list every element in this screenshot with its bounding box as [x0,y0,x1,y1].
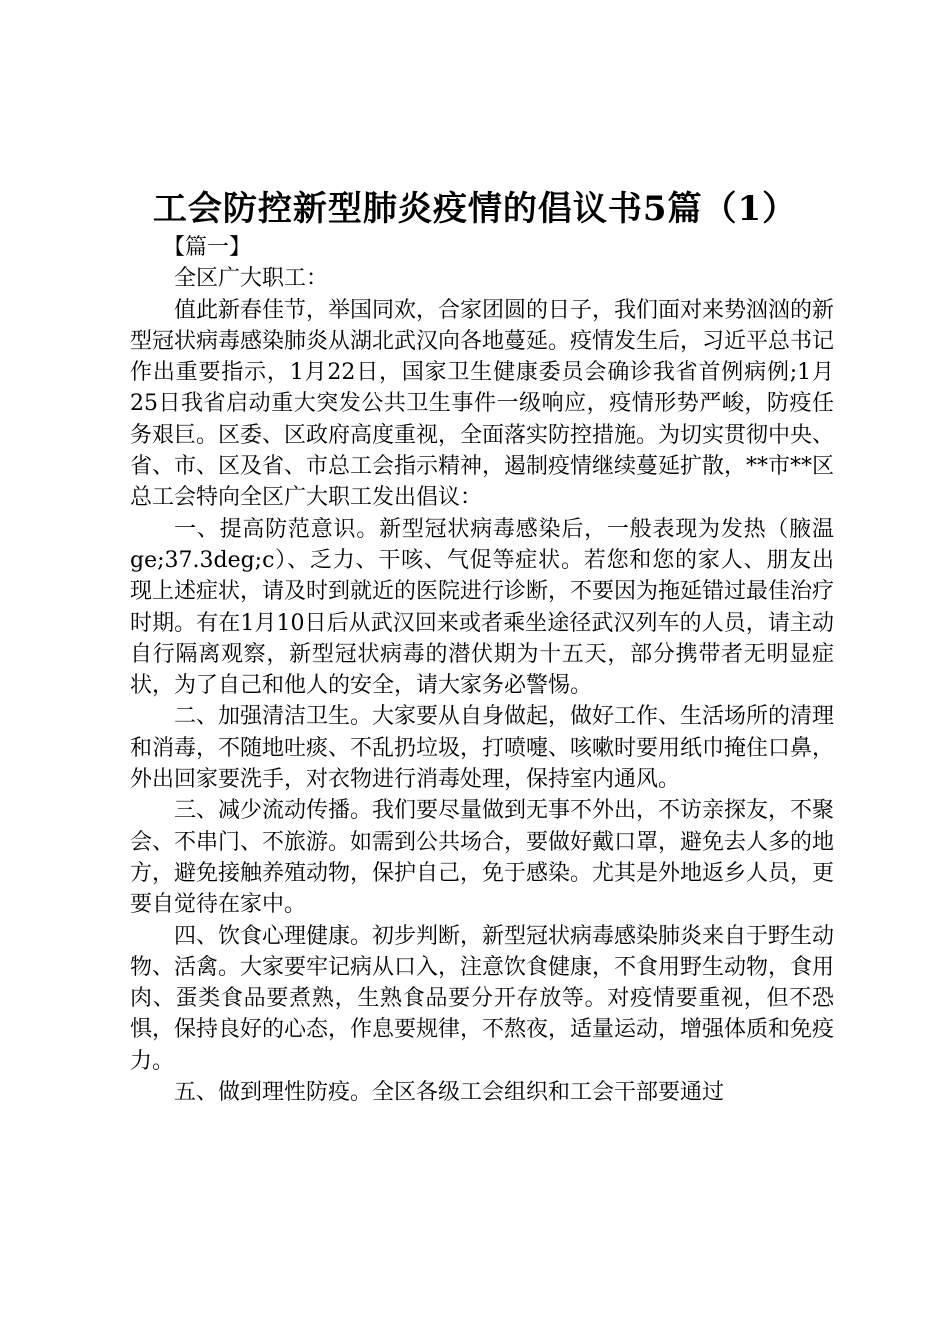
paragraph-intro: 值此新春佳节，举国同欢，合家团圆的日子，我们面对来势汹汹的新型冠状病毒感染肺炎从湖北武汉向各地蔓延。疫情发生后，习近平总书记作出重要指示，1月22日，国家卫生健康委员会确诊我省首例病例;1月25日我省启动重大突发公共卫生事件一级响应，疫情形势严峻，防疫任务艰巨。区委、区政府高度重视，全面落实防控措施。为切实贯彻中央、省、市、区及省、市总工会指示精神，遏制疫情继续蔓延扩散，**市**区总工会特向全区广大职工发出倡议： [130,297,835,511]
paragraph-point-2: 二、加强清洁卫生。大家要从自身做起，做好工作、生活场所的清理和消毒，不随地吐痰、不乱扔垃圾，打喷嚏、咳嗽时要用纸巾掩住口鼻，外出回家要洗手，对衣物进行消毒处理，保持室内通风。 [130,704,835,793]
document-body [130,232,834,1108]
paragraph-point-4: 四、饮食心理健康。初步判断，新型冠状病毒感染肺炎来自于野生动物、活禽。大家要牢记病从口入，注意饮食健康，不食用野生动物，食用肉、蛋类食品要煮熟，生熟食品要分开存放等。对疫情要重视，但不恐惧，保持良好的心态，作息要规律，不熬夜，适量运动，增强体质和免疫力。 [130,923,835,1074]
document-title: 工会防控新型肺炎疫情的倡议书5篇（1） [152,189,798,229]
greeting-line: 全区广大职工： [174,266,329,292]
paragraph-point-1: 一、提高防范意识。新型冠状病毒感染后，一般表现为发热（腋温ge;37.3deg;c）、乏力、干咳、气促等症状。若您和您的家人、朋友出现上述症状，请及时到就近的医院进行诊断，不要因为拖延错过最佳治疗时期。有在1月10日后从武汉回来或者乘坐途径武汉列车的人员，请主动自行隔离观察，新型冠状病毒的潜伏期为十五天，部分携带者无明显症状，为了自己和他人的安全，请大家务必警惕。 [130,516,835,699]
section-label: 【篇一】 [163,235,252,260]
paragraph-point-3: 三、减少流动传播。我们要尽量做到无事不外出，不访亲探友，不聚会、不串门、不旅游。如需到公共场合，要做好戴口罩，避免去人多的地方，避免接触养殖动物，保护自己，免于感染。尤其是外地返乡人员，更要自觉待在家中。 [130,798,835,918]
paragraph-point-5: 五、做到理性防疫。全区各级工会组织和工会干部要通过 [174,1080,725,1106]
